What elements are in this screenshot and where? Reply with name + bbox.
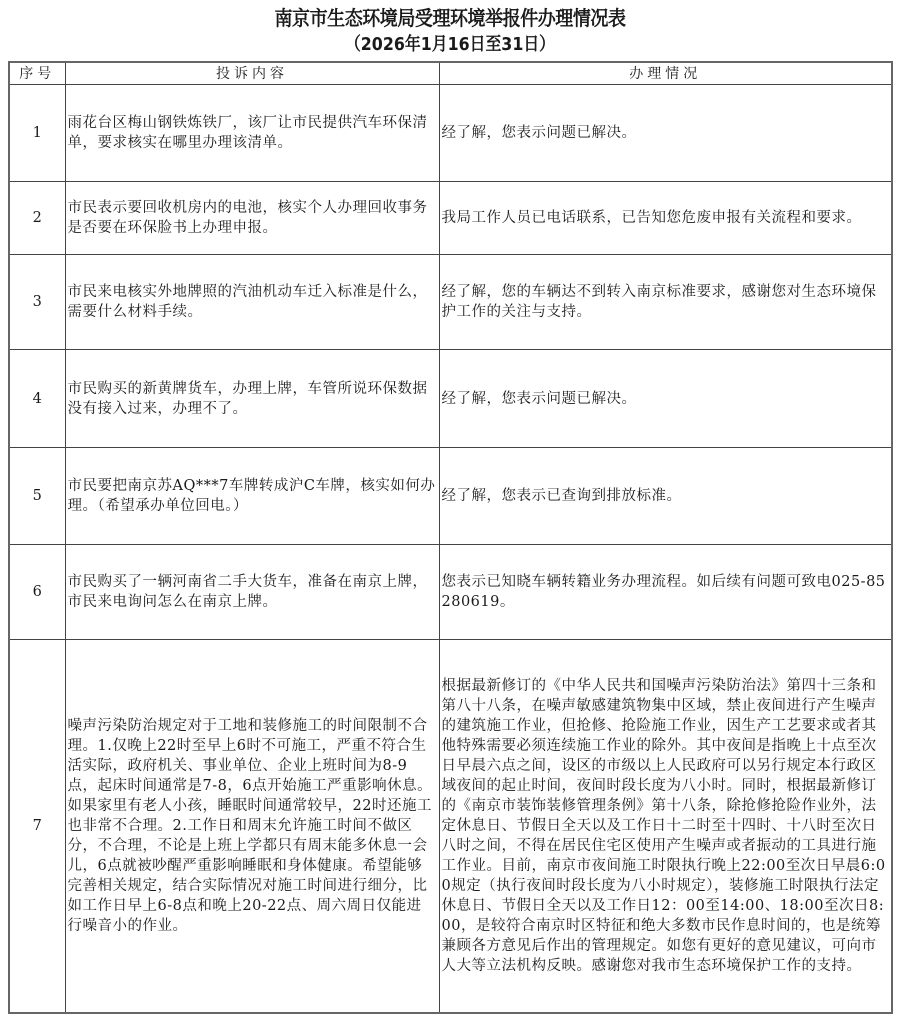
row-number: 2: [9, 182, 65, 255]
table-row: [9, 182, 892, 255]
complaint-content: 市民来电核实外地牌照的汽油机动车迁入标准是什么，需要什么材料手续。: [65, 255, 439, 350]
header-result: 办理情况: [439, 62, 892, 85]
complaint-content: 噪声污染防治规定对于工地和装修施工的时间限制不合理。1.仅晚上22时至早上6时不可施工，严重不符合生活实际，政府机关、事业单位、企业上班时间为8-9点，起床时间通常是7-8，6点开始施工严重影响休息。如果家里有老人小孩，睡眠时间通常较早，22时还施工也非常不合理。2.工作日和周末允许施工时间不做区分，不合理，不论是上班上学都只有周末能多休息一会儿，6点就被吵醒严重影响睡眠和身体健康。希望能够完善相关规定，结合实际情况对施工时间进行细分，比如工作日早上6-8点和晚上20-22点、周六周日仅能进行噪音小的作业。: [65, 640, 439, 1014]
table-row: [9, 255, 892, 350]
table-row: [9, 85, 892, 182]
header-content: 投诉内容: [65, 62, 439, 85]
row-number: 5: [9, 448, 65, 545]
table-row: [9, 350, 892, 448]
document-subtitle: （2026年1月16日至31日）: [344, 34, 556, 55]
handling-result: 您表示已知晓车辆转籍业务办理流程。如后续有问题可致电025-85280619。: [439, 545, 892, 640]
complaint-content: 市民购买的新黄牌货车，办理上牌，车管所说环保数据没有接入过来，办理不了。: [65, 350, 439, 448]
handling-result: 根据最新修订的《中华人民共和国噪声污染防治法》第四十三条和第八十八条，在噪声敏感建筑物集中区域，禁止夜间进行产生噪声的建筑施工作业，但抢修、抢险施工作业，因生产工艺要求或者其他特殊需要必须连续施工作业的除外。其中夜间是指晚上十点至次日早晨六点之间，设区的市级以上人民政府可以另行规定本行政区域夜间的起止时间，夜间时段长度为八小时。同时，根据最新修订的《南京市装饰装修管理条例》第十八条，除抢修抢险作业外，法定休息日、节假日全天以及工作日十二时至十四时、十八时至次日八时之间，不得在居民住宅区使用产生噪声或者振动的工具进行施工作业。目前，南京市夜间施工时限执行晚上22:00至次日早晨6:00规定（执行夜间时段长度为八小时规定），装修施工时限执行法定休息日、节假日全天以及工作日12：00至14:00、18:00至次日8:00，是较符合南京时区特征和绝大多数市民作息时间的，也是统筹兼顾各方意见后作出的管理规定。如您有更好的意见建议，可向市人大等立法机构反映。感谢您对我市生态环境保护工作的支持。: [439, 640, 892, 1014]
row-number: 6: [9, 545, 65, 640]
complaint-content: 雨花台区梅山钢铁炼铁厂，该厂让市民提供汽车环保清单，要求核实在哪里办理该清单。: [65, 85, 439, 182]
row-number: 3: [9, 255, 65, 350]
complaint-content: 市民表示要回收机房内的电池，核实个人办理回收事务是否要在环保脸书上办理申报。: [65, 182, 439, 255]
handling-result: 经了解，您表示已查询到排放标准。: [439, 448, 892, 545]
header-no: 序号: [9, 62, 65, 85]
complaint-table: [8, 61, 893, 1014]
complaint-content: 市民要把南京苏AQ***7车牌转成沪C车牌，核实如何办理。（希望承办单位回电。）: [65, 448, 439, 545]
row-number: 1: [9, 85, 65, 182]
table-header-row: [9, 62, 892, 85]
table-row: [9, 448, 892, 545]
table-row: [9, 640, 892, 1014]
row-number: 4: [9, 350, 65, 448]
handling-result: 经了解，您的车辆达不到转入南京标准要求，感谢您对生态环境保护工作的关注与支持。: [439, 255, 892, 350]
document-title: 南京市生态环境局受理环境举报件办理情况表: [274, 6, 626, 30]
handling-result: 我局工作人员已电话联系，已告知您危废申报有关流程和要求。: [439, 182, 892, 255]
complaint-content: 市民购买了一辆河南省二手大货车，准备在南京上牌，市民来电询问怎么在南京上牌。: [65, 545, 439, 640]
table-row: [9, 545, 892, 640]
row-number: 7: [9, 640, 65, 1014]
handling-result: 经了解，您表示问题已解决。: [439, 350, 892, 448]
handling-result: 经了解，您表示问题已解决。: [439, 85, 892, 182]
